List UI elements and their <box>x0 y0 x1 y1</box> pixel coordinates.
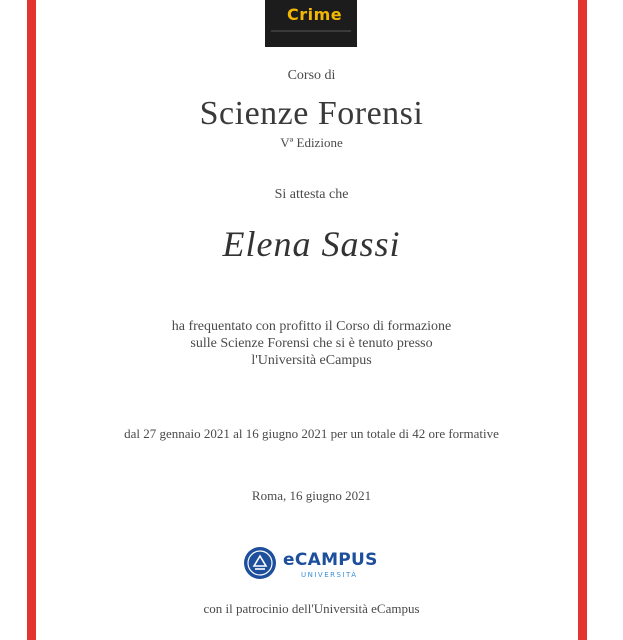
crime-logo-text: Crime <box>287 5 343 24</box>
course-label: Corso di <box>287 68 336 83</box>
edition-label: Vª Edizione <box>280 135 343 150</box>
crime-logo <box>265 0 357 47</box>
recipient-name: Elena Sassi <box>222 224 401 264</box>
ecampus-subtitle: UNIVERSITÀ <box>301 571 358 579</box>
patronage-note: con il patrocinio dell'Università eCampus <box>203 601 420 616</box>
body-line: l'Università eCampus <box>251 353 372 368</box>
ecampus-name: eCAMPUS <box>283 550 378 570</box>
ecampus-logo <box>243 543 383 585</box>
course-dates: dal 27 gennaio 2021 al 16 giugno 2021 per un totale di 42 ore formative <box>124 426 499 441</box>
attestation-label: Si attesta che <box>274 187 349 202</box>
body-line: ha frequentato con profitto il Corso di formazione <box>171 319 452 334</box>
course-title: Scienze Forensi <box>199 95 424 132</box>
place-and-date: Roma, 16 giugno 2021 <box>251 488 372 503</box>
ecampus-emblem-icon <box>243 546 277 580</box>
crime-logo-underline <box>271 30 351 32</box>
certificate-body <box>0 318 623 369</box>
body-line: sulle Scienze Forensi che si è tenuto presso <box>190 336 433 351</box>
